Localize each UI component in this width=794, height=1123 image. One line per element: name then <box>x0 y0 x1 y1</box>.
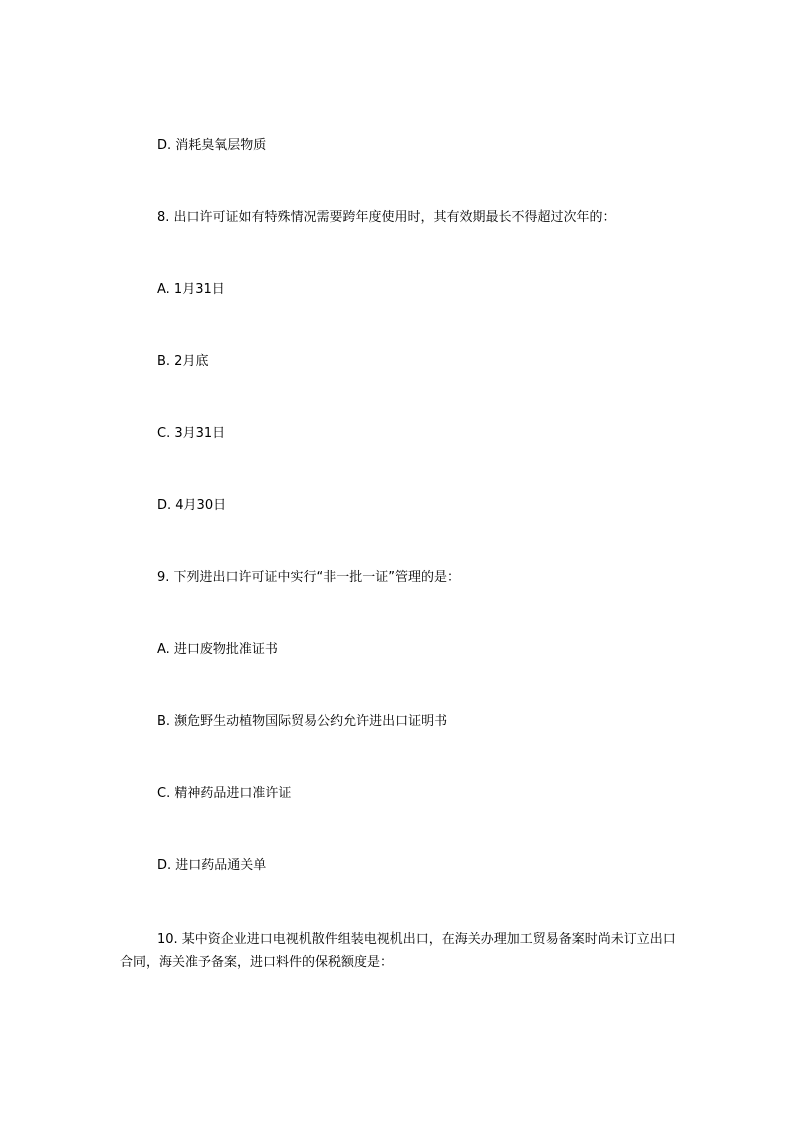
q9-option-b: B. 濒危野生动植物国际贸易公约允许进出口证明书 <box>157 714 448 729</box>
q9-option-a: A. 进口废物批准证书 <box>157 642 278 657</box>
q7-option-d: D. 消耗臭氧层物质 <box>157 138 267 153</box>
q10-stem: 10. 某中资企业进口电视机散件组装电视机出口，在海关办理加工贸易备案时尚未订立出口合同，海关准予备案，进口料件的保税额度是： <box>120 932 676 970</box>
q8-option-c: C. 3月31日 <box>157 426 226 441</box>
q9-option-c: C. 精神药品进口准许证 <box>157 786 292 801</box>
q8-option-a: A. 1月31日 <box>157 282 225 297</box>
q9-option-d: D. 进口药品通关单 <box>157 858 267 873</box>
q9-stem: 9. 下列进出口许可证中实行“非一批一证”管理的是： <box>157 570 461 585</box>
q8-stem: 8. 出口许可证如有特殊情况需要跨年度使用时，其有效期最长不得超过次年的： <box>157 210 616 225</box>
q8-option-b: B. 2月底 <box>157 354 209 369</box>
q8-option-d: D. 4月30日 <box>157 498 227 513</box>
